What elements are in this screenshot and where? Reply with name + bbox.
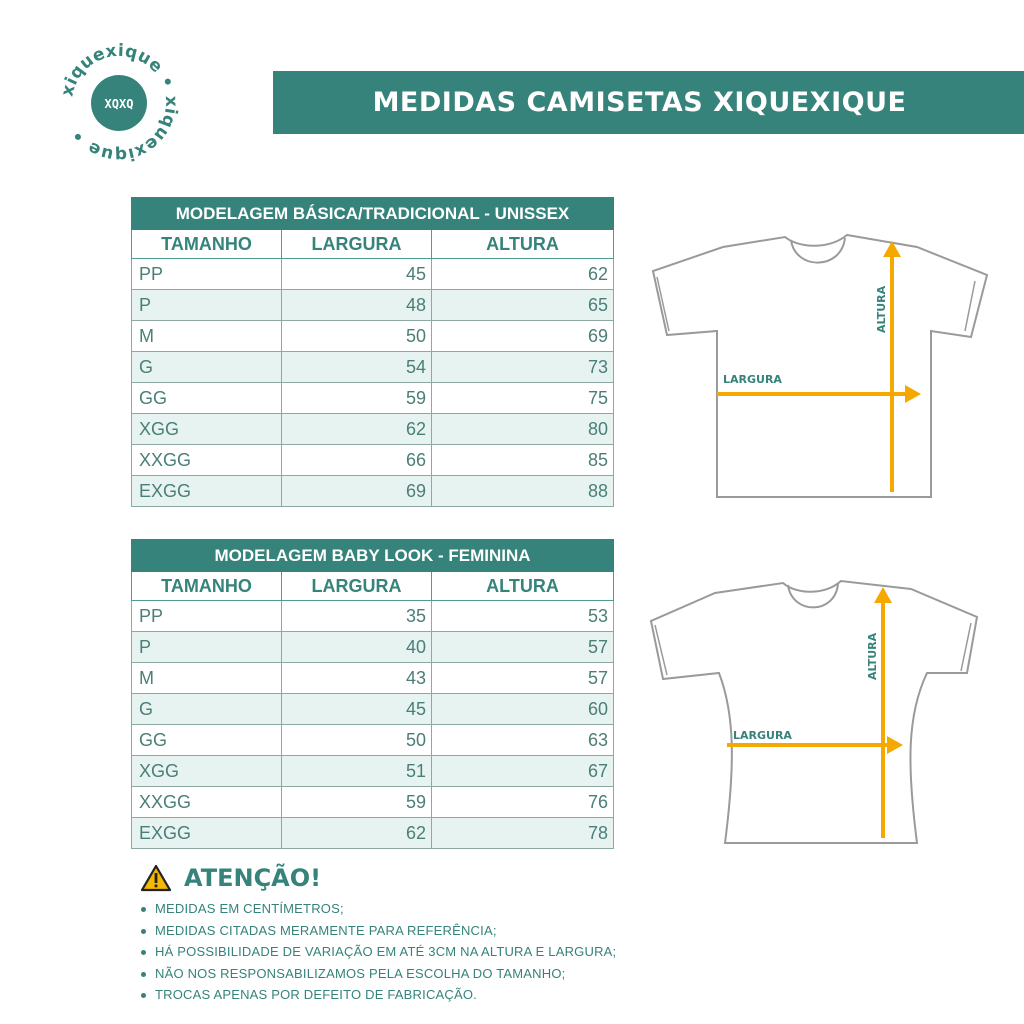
cell-size: G bbox=[132, 352, 282, 383]
table-row bbox=[132, 290, 614, 321]
table-row bbox=[132, 663, 614, 694]
table-row bbox=[132, 694, 614, 725]
logo-monogram: XQXQ bbox=[104, 97, 134, 111]
table-title: MODELAGEM BABY LOOK - FEMININA bbox=[132, 540, 614, 572]
cell-size: XGG bbox=[132, 414, 282, 445]
cell-size: M bbox=[132, 663, 282, 694]
cell-height: 63 bbox=[432, 725, 614, 756]
header-banner bbox=[273, 71, 1024, 134]
column-header-size: TAMANHO bbox=[132, 230, 282, 259]
table-row bbox=[132, 383, 614, 414]
cell-size: XXGG bbox=[132, 787, 282, 818]
cell-height: 65 bbox=[432, 290, 614, 321]
cell-width: 51 bbox=[282, 756, 432, 787]
height-label: ALTURA bbox=[875, 285, 888, 333]
cell-width: 35 bbox=[282, 601, 432, 632]
logo-ring-text: xiquexique • xiquexique • bbox=[57, 40, 182, 166]
cell-height: 88 bbox=[432, 476, 614, 507]
table-title-row bbox=[132, 540, 614, 572]
cell-height: 85 bbox=[432, 445, 614, 476]
column-header-height: ALTURA bbox=[432, 230, 614, 259]
cell-size: GG bbox=[132, 725, 282, 756]
cell-width: 48 bbox=[282, 290, 432, 321]
warning-triangle-icon bbox=[140, 864, 172, 892]
table-row bbox=[132, 756, 614, 787]
cell-width: 50 bbox=[282, 321, 432, 352]
cell-height: 76 bbox=[432, 787, 614, 818]
cell-size: M bbox=[132, 321, 282, 352]
table-header-row bbox=[132, 572, 614, 601]
cell-width: 45 bbox=[282, 259, 432, 290]
table-row bbox=[132, 476, 614, 507]
table-title: MODELAGEM BÁSICA/TRADICIONAL - UNISSEX bbox=[132, 198, 614, 230]
table-row bbox=[132, 632, 614, 663]
table-row bbox=[132, 601, 614, 632]
cell-height: 53 bbox=[432, 601, 614, 632]
table-row bbox=[132, 321, 614, 352]
cell-size: P bbox=[132, 290, 282, 321]
cell-height: 69 bbox=[432, 321, 614, 352]
cell-width: 54 bbox=[282, 352, 432, 383]
cell-height: 62 bbox=[432, 259, 614, 290]
cell-height: 67 bbox=[432, 756, 614, 787]
cell-height: 75 bbox=[432, 383, 614, 414]
cell-size: EXGG bbox=[132, 818, 282, 849]
cell-size: XGG bbox=[132, 756, 282, 787]
column-header-width: LARGURA bbox=[282, 230, 432, 259]
cell-size: XXGG bbox=[132, 445, 282, 476]
cell-width: 59 bbox=[282, 787, 432, 818]
list-item: TROCAS APENAS POR DEFEITO DE FABRICAÇÃO. bbox=[139, 984, 616, 1006]
cell-size: EXGG bbox=[132, 476, 282, 507]
width-label: LARGURA bbox=[723, 373, 782, 386]
cell-width: 62 bbox=[282, 818, 432, 849]
cell-width: 66 bbox=[282, 445, 432, 476]
table-row bbox=[132, 259, 614, 290]
table-row bbox=[132, 818, 614, 849]
size-table-unissex bbox=[131, 197, 614, 507]
cell-size: GG bbox=[132, 383, 282, 414]
column-header-size: TAMANHO bbox=[132, 572, 282, 601]
cell-height: 73 bbox=[432, 352, 614, 383]
cell-width: 45 bbox=[282, 694, 432, 725]
table-row bbox=[132, 352, 614, 383]
shirt-unissex-diagram bbox=[645, 225, 995, 510]
size-table-babylook bbox=[131, 539, 614, 849]
table-header-row bbox=[132, 230, 614, 259]
cell-width: 43 bbox=[282, 663, 432, 694]
table-row bbox=[132, 414, 614, 445]
column-header-height: ALTURA bbox=[432, 572, 614, 601]
brand-logo bbox=[56, 40, 182, 166]
cell-size: PP bbox=[132, 601, 282, 632]
cell-height: 78 bbox=[432, 818, 614, 849]
table-row bbox=[132, 445, 614, 476]
cell-size: P bbox=[132, 632, 282, 663]
attention-heading bbox=[140, 864, 321, 892]
attention-title: ATENÇÃO! bbox=[184, 864, 322, 892]
page-title: MEDIDAS CAMISETAS XIQUEXIQUE bbox=[372, 87, 907, 118]
cell-width: 50 bbox=[282, 725, 432, 756]
cell-height: 80 bbox=[432, 414, 614, 445]
cell-width: 40 bbox=[282, 632, 432, 663]
cell-height: 57 bbox=[432, 632, 614, 663]
shirt-babylook-diagram bbox=[645, 575, 990, 855]
table-title-row bbox=[132, 198, 614, 230]
cell-width: 59 bbox=[282, 383, 432, 414]
cell-width: 62 bbox=[282, 414, 432, 445]
height-label: ALTURA bbox=[866, 632, 879, 680]
cell-height: 60 bbox=[432, 694, 614, 725]
shirt-outline bbox=[653, 235, 987, 497]
list-item: MEDIDAS CITADAS MERAMENTE PARA REFERÊNCIA; bbox=[139, 920, 616, 942]
table-row bbox=[132, 725, 614, 756]
attention-notes-list bbox=[139, 898, 616, 1006]
width-label: LARGURA bbox=[733, 729, 792, 742]
cell-width: 69 bbox=[282, 476, 432, 507]
shirt-outline bbox=[651, 581, 977, 843]
table-row bbox=[132, 787, 614, 818]
column-header-width: LARGURA bbox=[282, 572, 432, 601]
cell-height: 57 bbox=[432, 663, 614, 694]
list-item: MEDIDAS EM CENTÍMETROS; bbox=[139, 898, 616, 920]
cell-size: PP bbox=[132, 259, 282, 290]
list-item: HÁ POSSIBILIDADE DE VARIAÇÃO EM ATÉ 3CM NA ALTURA E LARGURA; bbox=[139, 941, 616, 963]
cell-size: G bbox=[132, 694, 282, 725]
list-item: NÃO NOS RESPONSABILIZAMOS PELA ESCOLHA DO TAMANHO; bbox=[139, 963, 616, 985]
